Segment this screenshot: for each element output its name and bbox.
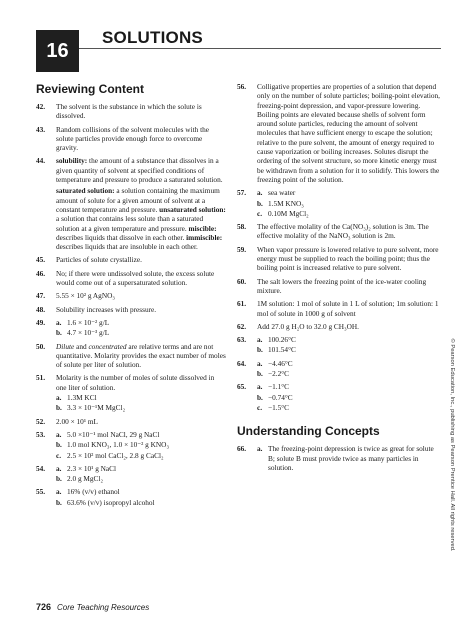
- answer-number: 44.: [36, 156, 46, 166]
- answer-45: [36, 255, 226, 264]
- answer-44: [36, 156, 226, 251]
- footer-text: Core Teaching Resources: [57, 603, 150, 612]
- answer-57: [237, 188, 440, 218]
- answer-parts: [56, 430, 226, 460]
- term-unsaturated-solution: unsaturated solution:: [159, 204, 226, 214]
- part-text: 1.6 × 10⁻² g/L: [67, 317, 110, 327]
- answer-46: [36, 269, 226, 288]
- part-text: 63.6% (v/v) isopropyl alcohol: [67, 497, 155, 507]
- part-label: a.: [257, 358, 263, 368]
- part-text: 0.10M MgCl₂: [268, 208, 309, 218]
- part-text: 16% (v/v) ethanol: [67, 487, 120, 497]
- answer-text: When vapor pressure is lowered relative to pure solvent, more energy must be supplied to reach the boiling point; thus the boiling point is increased relative to pure solvent.: [257, 244, 439, 273]
- section-heading-understanding: Understanding Concepts: [237, 424, 380, 439]
- term-miscible: miscible:: [188, 223, 217, 233]
- part-text: 1.0 mol KNO₃, 1.0 × 10⁻² g KNO₃: [67, 440, 169, 450]
- left-column: [36, 82, 226, 511]
- answer-text: Particles of solute crystallize.: [56, 255, 142, 265]
- answer-number: 60.: [237, 276, 247, 286]
- section-heading-reviewing: Reviewing Content: [36, 82, 145, 96]
- answer-63: [237, 335, 440, 355]
- answer-number: 52.: [36, 416, 46, 426]
- answer-52: [36, 417, 226, 426]
- part-text: −0.74°C: [268, 392, 293, 402]
- answer-55: [36, 487, 226, 507]
- part-text: 1.5M KNO₃: [268, 198, 304, 208]
- italic-term: Dilute: [56, 341, 75, 351]
- answer-parts: [257, 359, 440, 379]
- right-column: [237, 82, 440, 476]
- answer-47: [36, 291, 226, 300]
- text-run: are relative terms and are not quantitative. Molarity provides the exact number of moles of solute per liter of solution.: [56, 341, 226, 370]
- part-text: 1.3M KCl: [67, 393, 97, 403]
- part-label: b.: [56, 328, 62, 338]
- part-label: a.: [56, 393, 62, 403]
- answer-number: 45.: [36, 255, 46, 265]
- answer-text: Add 27.0 g H₂O to 32.0 g CH₃OH.: [257, 321, 359, 331]
- definition: describes liquids that dissolve in each other.: [56, 232, 187, 242]
- answer-text: Solubility increases with pressure.: [56, 304, 157, 314]
- answer-statement: Molarity is the number of moles of solute dissolved in one liter of solution.: [56, 373, 215, 392]
- answer-text: The salt lowers the freezing point of the ice-water cooling mixture.: [257, 276, 427, 295]
- part-text: 2.5 × 10² mol CaCl₂, 2.8 g CaCl₂: [67, 450, 164, 460]
- part-label: b.: [257, 198, 263, 208]
- answer-parts: [56, 464, 226, 484]
- answer-number: 47.: [36, 291, 46, 301]
- answer-64: [237, 359, 440, 379]
- part-label: a.: [56, 463, 62, 473]
- answer-number: 42.: [36, 102, 46, 111]
- header-rule: [79, 48, 441, 49]
- answer-59: [237, 245, 440, 273]
- answer-parts: [257, 382, 440, 412]
- answer-50: [36, 342, 226, 370]
- part-label: a.: [56, 429, 62, 439]
- answer-number: 62.: [237, 321, 247, 331]
- part-label: c.: [257, 208, 263, 218]
- part-text: 101.54°C: [268, 345, 296, 355]
- answer-number: 46.: [36, 268, 46, 278]
- part-text: −2.2°C: [268, 369, 290, 379]
- answer-51: [36, 373, 226, 412]
- definition: describes liquids that are insoluble in each other.: [56, 242, 198, 252]
- answer-number: 49.: [36, 317, 46, 327]
- answer-number: 48.: [36, 304, 46, 314]
- part-text: 3.3 × 10⁻¹M MgCl₂: [67, 403, 126, 413]
- part-label: b.: [257, 369, 263, 379]
- answer-43: [36, 125, 226, 153]
- answer-48: [36, 305, 226, 314]
- answer-number: 65.: [237, 382, 247, 392]
- text-run: and: [74, 341, 89, 351]
- answer-number: 61.: [237, 299, 247, 309]
- part-label: b.: [257, 345, 263, 355]
- part-label: a.: [257, 188, 263, 198]
- answer-number: 58.: [237, 222, 247, 232]
- part-label: a.: [56, 317, 62, 327]
- answer-number: 43.: [36, 124, 46, 134]
- part-text: sea water: [268, 188, 296, 198]
- answer-number: 55.: [36, 487, 46, 497]
- answer-65: [237, 382, 440, 412]
- answer-text: [56, 373, 226, 412]
- answer-number: 59.: [237, 244, 247, 254]
- part-label: b.: [56, 474, 62, 484]
- part-label: a.: [257, 382, 263, 392]
- part-text: 5.0 ×10⁻¹ mol NaCl, 29 g NaCl: [67, 429, 160, 439]
- part-text: 100.26°C: [268, 335, 296, 345]
- answer-53: [36, 430, 226, 460]
- answer-42: [36, 102, 226, 121]
- answer-text: No; if there were undissolved solute, the excess solute would come out of a supersaturated solution.: [56, 268, 215, 288]
- answer-text: [56, 342, 226, 370]
- part-text: −4.46°C: [268, 358, 293, 368]
- answer-66: [237, 444, 440, 472]
- definition: the amount of a substance that dissolves in a given quantity of solvent at specified conditions of temperature and pressure to produce a saturated solution.: [56, 156, 223, 185]
- page-footer: [36, 602, 149, 612]
- term-immiscible: immiscible:: [186, 232, 223, 242]
- page-title: SOLUTIONS: [102, 28, 203, 47]
- answer-parts: [257, 444, 440, 472]
- part-label: c.: [257, 402, 263, 412]
- answer-text: 1M solution: 1 mol of solute in 1 L of solution; 1m solution: 1 mol of solute in 1000 g of solvent: [257, 299, 439, 318]
- answer-number: 50.: [36, 341, 46, 351]
- answer-number: 56.: [237, 82, 247, 91]
- answer-49: [36, 318, 226, 338]
- answer-number: 51.: [36, 373, 46, 383]
- part-label: b.: [56, 440, 62, 450]
- answer-number: 57.: [237, 188, 247, 198]
- answer-number: 53.: [36, 429, 46, 439]
- page-number: 726: [36, 602, 52, 612]
- italic-term: concentrated: [88, 341, 127, 351]
- part-label: b.: [56, 497, 62, 507]
- definition: a solution that contains less solute than a saturated solution at a given temperature and pressure.: [56, 214, 204, 233]
- answer-number: 66.: [237, 444, 247, 454]
- part-text: The freezing-point depression is twice as great for solute B; solute B must provide twice as many particles in solution.: [268, 444, 434, 472]
- answer-text: The effective molality of the Ca(NO₃)₂ solution is 3m. The effective molality of the NaNO₃ solution is 2m.: [257, 222, 429, 241]
- answer-number: 64.: [237, 358, 247, 368]
- answer-56: [237, 82, 440, 184]
- answer-text: The solvent is the substance in which the solute is dissolved.: [56, 102, 202, 121]
- part-text: 4.7 × 10⁻³ g/L: [67, 328, 110, 338]
- answer-number: 63.: [237, 335, 247, 345]
- answer-text: Colligative properties are properties of a solution that depend only on the number of solute particles; boiling-point elevation, freezing-point depression, and vapor-pressure lowering. Boiling points are elevated because shells of solvent form around solute particles, reducing the amount of solvent molecules that have sufficient energy to escape the solution; relative to the pure solvent, the amount of energy required to cause vaporization or boiling increases. Solutes disrupt the ordering of the solvent structure, so more kinetic energy must be withdrawn from a solution for it to solidify. This lowers the freezing point of the solution.: [257, 82, 440, 184]
- part-label: a.: [257, 444, 263, 454]
- answer-parts: [56, 487, 226, 507]
- copyright-text: © Pearson Education, Inc., publishing as Pearson Prentice Hall. All rights reserved.: [449, 338, 455, 552]
- copyright-sidebar: [446, 320, 458, 570]
- part-text: 2.3 × 10¹ g NaCl: [67, 463, 117, 473]
- term-saturated-solution: saturated solution:: [56, 186, 115, 196]
- part-label: a.: [56, 487, 62, 497]
- part-label: c.: [56, 450, 62, 460]
- answer-parts: [257, 188, 440, 218]
- part-label: b.: [257, 392, 263, 402]
- chapter-number: 16: [36, 30, 79, 72]
- answer-text: Random collisions of the solvent molecules with the solute particles provide enough force to overcome gravity.: [56, 124, 210, 153]
- answer-text: [56, 156, 226, 251]
- part-label: a.: [257, 335, 263, 345]
- part-text: −1.1°C: [268, 382, 290, 392]
- answer-text: 5.55 × 10² g AgNO₃: [56, 291, 115, 301]
- answer-parts: [56, 318, 226, 338]
- answer-58: [237, 222, 440, 241]
- part-label: b.: [56, 403, 62, 413]
- answer-number: 54.: [36, 463, 46, 473]
- answer-parts: [257, 335, 440, 355]
- answer-54: [36, 464, 226, 484]
- answer-62: [237, 322, 440, 331]
- part-text: 2.0 g MgCl₂: [67, 474, 103, 484]
- definition: a solution containing the maximum amount of solute for a given amount of solvent at a constant temperature and pressure.: [56, 186, 220, 214]
- part-text: −1.5°C: [268, 402, 290, 412]
- answer-text: 2.00 × 10¹ mL: [56, 416, 98, 426]
- term-solubility: solubility:: [56, 156, 88, 166]
- answer-61: [237, 299, 440, 318]
- answer-60: [237, 277, 440, 296]
